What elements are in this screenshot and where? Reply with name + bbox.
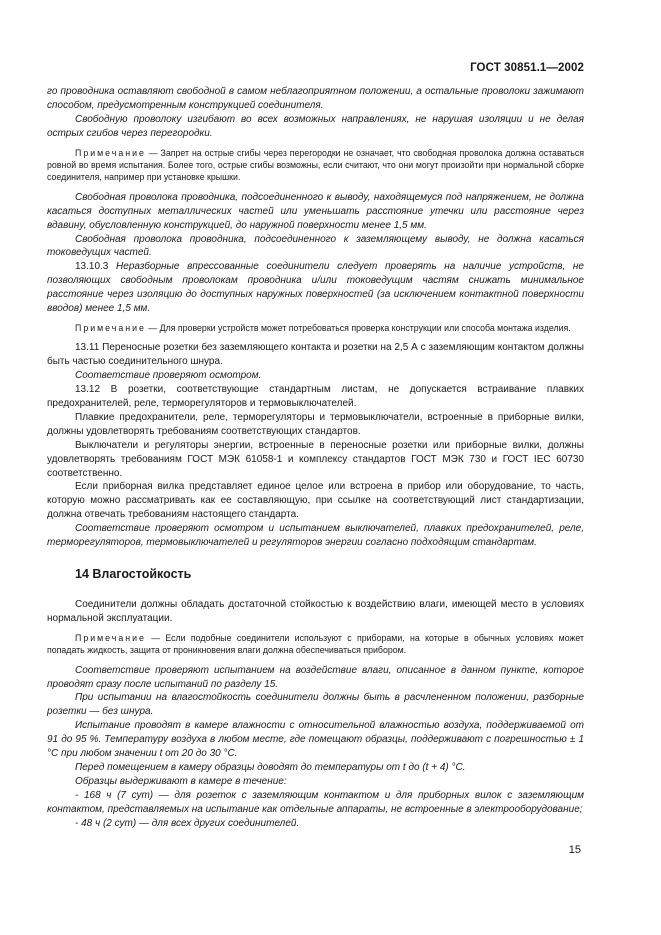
paragraph: Соединители должны обладать достаточной стойкостью к воздействию влаги, имеющей место в условиях нормальной эксплуатации. [47, 599, 584, 624]
paragraph: 13.12 В розетки, соответствующие стандартным листам, не допускается встраивание плавких предохранителей, реле, терморегуляторов и термовыключателей. [47, 384, 584, 410]
list-item: - 168 ч (7 сут) — для розеток с заземляющим контактом и для приборных вилок с заземляющим контактом, представляемых на испытание как отдельные аппараты, не встроенные в электрооборудование; [47, 789, 584, 815]
page-number: 15 [568, 844, 581, 856]
note [47, 322, 584, 334]
paragraph: Соответствие проверяют осмотром и испытанием выключателей, плавких предохранителей, реле, терморегуляторов, термовыключателей и регуляторов энергии согласно подходящим стандартам. [47, 523, 584, 549]
clause-text: Неразборные впрессованные соединители следует проверять на наличие устройств, не позволяющих свободным проволокам проводника и/или токоведущим частям снижать минимальное расстояние через изоляцию до доступных наружных поверхностей (за исключением контактной поверхности вводов) менее 1,5 мм. [47, 261, 584, 315]
note [47, 632, 584, 657]
note-text: — Запрет на острые сгибы через перегородки не означает, что свободная проволока должна оставаться ровной во время испытания. Более того, острые сгибы возможны, если считают, что они могут произойти при нормальной сборке соединителя, например при установке крышки. [47, 147, 584, 183]
paragraph [47, 260, 584, 316]
paragraph: Перед помещением в камеру образцы доводят до температуры от t до (t + 4) °С. [75, 761, 466, 773]
clause-number: 13.10.3 [75, 261, 109, 273]
paragraph: Свободная проволока проводника, подсоединенного к выводу, находящемуся под напряжением, не должна касаться доступных металлических частей или уменьшать расстояние утечки или расстояние через вдавину, обусловленную конструкцией, до наружной поверхности менее 1,5 мм. [47, 191, 584, 231]
list-item: - 48 ч (2 сут) — для всех других соединителей. [75, 817, 300, 829]
note-label: Примечание [75, 323, 146, 333]
note [47, 147, 584, 184]
paragraph: Свободная проволока проводника, подсоединенного к заземляющему выводу, не должна касаться токоведущих частей. [47, 233, 584, 259]
paragraph: Если приборная вилка представляет единое целое или встроена в прибор или оборудование, то часть, которую можно рассматривать как ее составляющую, при ссылке на соответствующий лист стандартизации, должна отвечать требованиям настоящего стандарта. [47, 481, 584, 521]
page-body [47, 85, 584, 831]
paragraph: Соответствие проверяют осмотром. [75, 370, 262, 382]
note-text: — Для проверки устройств может потребоваться проверка конструкции или способа монтажа изделия. [145, 323, 571, 333]
paragraph: го проводника оставляют свободной в самом неблагоприятном положении, а остальные проволоки зажимают способом, предусмотренным конструкцией соединителя. [47, 86, 584, 111]
paragraph: Испытание проводят в камере влажности с относительной влажностью воздуха, поддерживаемой от 91 до 95 %. Температуру воздуха в любом месте, где помещают образцы, поддерживают с погрешностью ± 1 °С при любом значении t от 20 до 30 °С. [47, 720, 584, 760]
note-text: — Если подобные соединители используют с приборами, на которые в обычных условиях может попадать жидкость, защита от проникновения влаги должна обеспечиваться прибором. [47, 632, 584, 656]
paragraph: Выключатели и регуляторы энергии, встроенные в переносные розетки или приборные вилки, должны удовлетворять требованиям ГОСТ МЭК 61058-1 и комплексу стандартов ГОСТ МЭК 730 и ГОСТ IEC 60730 соответственно. [47, 439, 584, 479]
paragraph: Плавкие предохранители, реле, терморегуляторы и термовыключатели, встроенные в приборные вилки, должны удовлетворять требованиям соответствующих стандартов. [47, 411, 584, 437]
paragraph: Образцы выдерживают в камере в течение: [75, 775, 287, 787]
paragraph: 13.11 Переносные розетки без заземляющего контакта и розетки на 2,5 А с заземляющим контактом должны быть частью соединительного шнура. [47, 342, 584, 368]
paragraph: Соответствие проверяют испытанием на воздействие влаги, описанное в данном пункте, которое проводят сразу после испытаний по разделу 15. [47, 664, 584, 690]
section-heading: 14 Влагостойкость [75, 567, 192, 581]
document-header: ГОСТ 30851.1—2002 [470, 62, 584, 74]
paragraph: При испытании на влагостойкость соединители должны быть в расчлененном положении, разборные розетки — без шнура. [47, 692, 584, 718]
paragraph: Свободную проволоку изгибают во всех возможных направлениях, не нарушая изоляции и не делая острых сгибов через перегородки. [47, 113, 584, 139]
note-label: Примечание [75, 632, 146, 643]
note-label: Примечание [75, 147, 146, 158]
